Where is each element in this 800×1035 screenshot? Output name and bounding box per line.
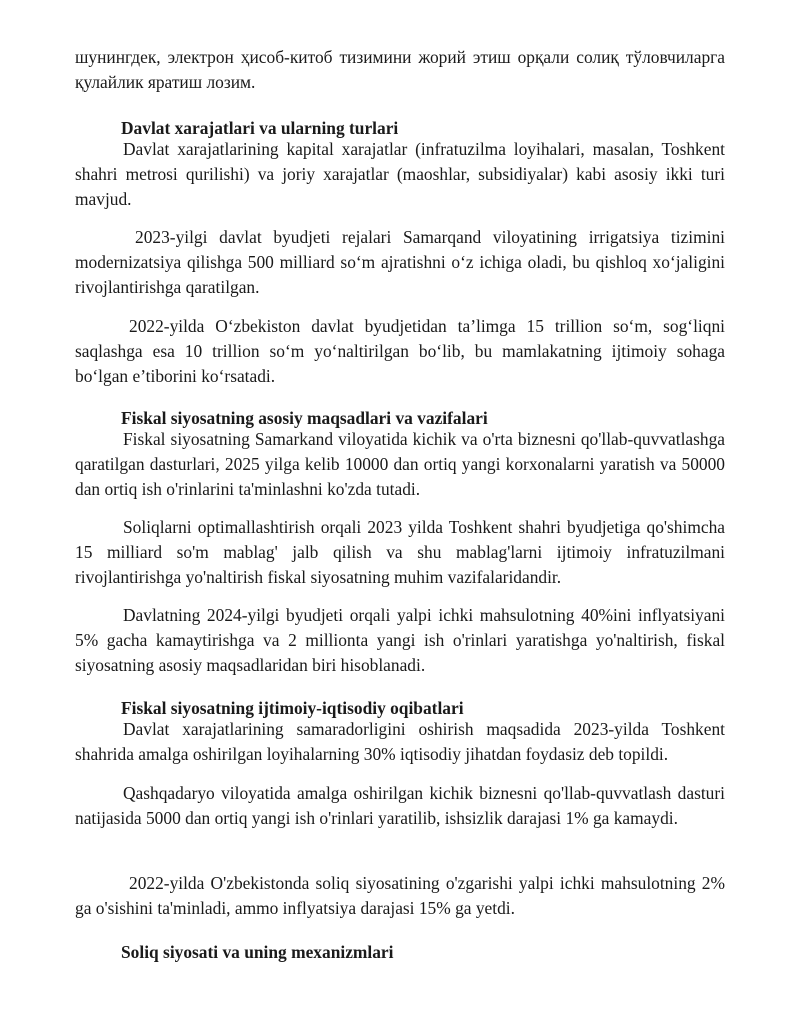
section-heading-state-expenditures: Davlat xarajatlari va ularning turlari [121, 118, 399, 138]
paragraph-tax-optimization: Soliqlarni optimallashtirish orqali 2023 yilda Toshkent shahri byudjetiga qo'shimcha 15 milliard so'm mablag' jalb qilish va shu mablag'larni ijtimoiy infratuzilmani rivojlantirishga yo'naltirish fiskal siyosatning muhim vazifalaridandir. [75, 517, 725, 587]
paragraph-kashkadarya-program: Qashqadaryo viloyatida amalga oshirilgan kichik biznesni qo'llab-quvvatlash dasturi natijasida 5000 dan ortiq yangi ish o'rinlari yaratilib, ishsizlik darajasi 1% ga kamaydi. [75, 783, 725, 828]
paragraph-education-health: 2022-yilda O‘zbekiston davlat byudjetidan ta’limga 15 trillion so‘m, sog‘liqni saqlashga esa 10 trillion so‘m yo‘naltirilgan bo‘lib, bu mamlakatning ijtimoiy sohaga bo‘lgan e’tiborini ko‘rsatadi. [75, 316, 725, 386]
paragraph-continuation: шунингдек, электрон ҳисоб-китоб тизимини жорий этиш орқали солиқ тўловчиларга қулайлик яратиш лозим. [75, 47, 725, 92]
paragraph-expenditure-types: Davlat xarajatlarining kapital xarajatlar (infratuzilma loyihalari, masalan, Toshkent shahri metrosi qurilishi) va joriy xarajatlar (maoshlar, subsidiyalar) kabi asosiy ikki turi mavjud. [75, 139, 725, 209]
paragraph-small-business-programs: Fiskal siyosatning Samarkand viloyatida kichik va o'rta biznesni qo'llab-quvvatlashga qaratilgan dasturlari, 2025 yilga kelib 10000 dan ortiq yangi korxonalarni yaratish va 50000 dan ortiq ish o'rinlarini ta'minlashni ko'zda tutadi. [75, 429, 725, 499]
section-heading-fiscal-goals: Fiskal siyosatning asosiy maqsadlari va vazifalari [121, 408, 488, 428]
section-heading-tax-policy: Soliq siyosati va uning mexanizmlari [121, 942, 394, 962]
paragraph-tax-policy-2022: 2022-yilda O'zbekistonda soliq siyosatining o'zgarishi yalpi ichki mahsulotning 2% ga o'sishini ta'minladi, ammo inflyatsiya darajasi 15% ga yetdi. [75, 873, 725, 918]
section-heading-socioeconomic-effects: Fiskal siyosatning ijtimoiy-iqtisodiy oqibatlari [121, 698, 464, 718]
paragraph-samarkand-irrigation: 2023-yilgi davlat byudjeti rejalari Samarqand viloyatining irrigatsiya tizimini modernizatsiya qilishga 500 milliard so‘m ajratishni o‘z ichiga oladi, bu qishloq xo‘jaligini rivojlantirishga qaratilgan. [75, 227, 725, 297]
paragraph-project-efficiency: Davlat xarajatlarining samaradorligini oshirish maqsadida 2023-yilda Toshkent shahrida amalga oshirilgan loyihalarning 30% iqtisodiy jihatdan foydasiz deb topildi. [75, 719, 725, 764]
paragraph-budget-2024: Davlatning 2024-yilgi byudjeti orqali yalpi ichki mahsulotning 40%ini inflyatsiyani 5% gacha kamaytirishga va 2 millionta yangi ish o'rinlari yaratishga yo'naltirish, fiskal siyosatning asosiy maqsadlaridan biri hisoblanadi. [75, 605, 725, 675]
